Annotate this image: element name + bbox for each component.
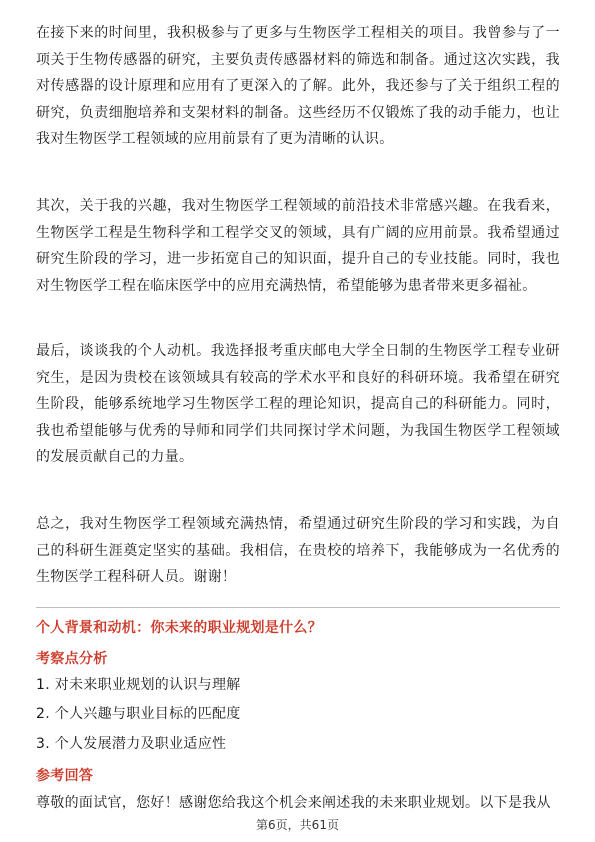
paragraph-conclusion: 总之，我对生物医学工程领域充满热情，希望通过研究生阶段的学习和实践，为自己的科研生涯奠定坚实的基础。我相信，在贵校的培养下，我能够成为一名优秀的生物医学工程科研人员。谢谢！ bbox=[36, 516, 560, 585]
analysis-item: 3. 个人发展潜力及职业适应性 bbox=[36, 736, 227, 752]
page-footer: 第6页，共61页 bbox=[256, 818, 339, 832]
paragraph-projects: 在接下来的时间里，我积极参与了更多与生物医学工程相关的项目。我曾参与了一项关于生物传感器的研究，主要负责传感器材料的筛选和制备。通过这次实践，我对传感器的设计原理和应用有了更深入的了解。此外，我还参与了关于组织工程的研究，负责细胞培养和支架材料的制备。这些经历不仅锻炼了我的动手能力，也让我对生物医学工程领域的应用前景有了更为清晰的认识。 bbox=[36, 25, 560, 147]
paragraph-interest: 其次，关于我的兴趣，我对生物医学工程领域的前沿技术非常感兴趣。在我看来，生物医学工程是生物科学和工程学交叉的领域，具有广阔的应用前景。我希望通过研究生阶段的学习，进一步拓宽自己的知识面，提升自己的专业技能。同时，我也对生物医学工程在临床医学中的应用充满热情，希望能够为患者带来更多福祉。 bbox=[36, 198, 560, 294]
answer-heading: 参考回答 bbox=[36, 768, 94, 784]
analysis-heading: 考察点分析 bbox=[36, 651, 108, 667]
section-divider bbox=[36, 607, 560, 608]
analysis-item: 2. 个人兴趣与职业目标的匹配度 bbox=[36, 706, 241, 722]
paragraph-motivation: 最后，谈谈我的个人动机。我选择报考重庆邮电大学全日制的生物医学工程专业研究生，是因为贵校在该领域具有较高的学术水平和良好的科研环境。我希望在研究生阶段，能够系统地学习生物医学工程的理论知识，提高自己的科研能力。同时，我也希望能够与优秀的导师和同学们共同探讨学术问题，为我国生物医学工程领域的发展贡献自己的力量。 bbox=[36, 343, 560, 465]
analysis-item: 1. 对未来职业规划的认识与理解 bbox=[36, 677, 241, 693]
question-title: 个人背景和动机：你未来的职业规划是什么？ bbox=[36, 620, 322, 636]
answer-text: 尊敬的面试官，您好！感谢您给我这个机会来阐述我的未来职业规划。以下是我从 bbox=[36, 795, 551, 811]
